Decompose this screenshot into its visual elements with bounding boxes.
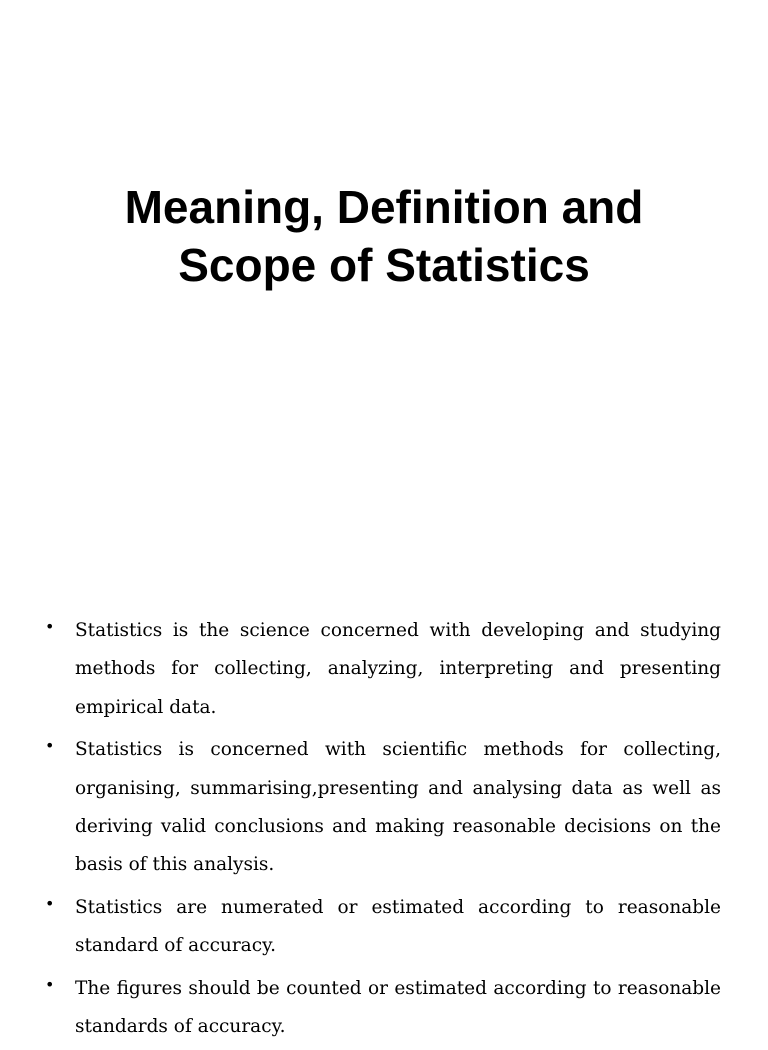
- slide-title-line-2: Scope of Statistics: [178, 239, 590, 291]
- bullet-text-4: The figures should be counted or estimated according to reasonable standards of accuracy.: [75, 977, 721, 1038]
- slide-title-line-1: Meaning, Definition and: [124, 181, 644, 233]
- slide-title: [0, 178, 768, 294]
- bullet-list: [0, 612, 768, 1050]
- bullet-dot-icon: •: [45, 736, 55, 756]
- bullet-text-1: Statistics is the science concerned with developing and studying methods for collecting, analyzing, interpreting and presenting empirical data.: [75, 620, 721, 718]
- bullet-item-2: [45, 731, 721, 885]
- bullet-dot-icon: •: [45, 974, 55, 994]
- bullet-dot-icon: •: [45, 893, 55, 913]
- bullet-dot-icon: •: [45, 617, 55, 636]
- bullet-item-4: [45, 970, 721, 1047]
- bullet-text-2: Statistics is concerned with scientific methods for collecting, organising, summarising,presenting and analysing data as well as deriving valid conclusions and making reasonable decisions on the basis of this analysis.: [75, 739, 721, 876]
- bullet-item-1: [45, 612, 721, 727]
- bullet-item-3: [45, 889, 721, 966]
- bullet-text-3: Statistics are numerated or estimated according to reasonable standard of accuracy.: [75, 896, 721, 957]
